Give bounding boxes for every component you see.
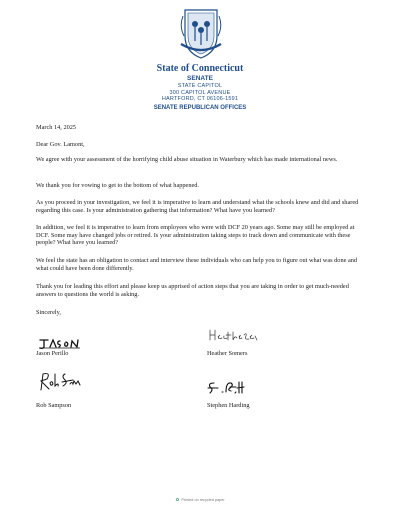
paragraph: [36, 156, 366, 164]
address-line-1: STATE CAPITOL: [177, 83, 223, 89]
signature-stephen-harding: [206, 378, 246, 396]
letterhead-chamber: SENATE: [187, 75, 213, 82]
signatory-name: Jason Perillo: [36, 350, 69, 357]
signatory-name: Heather Somers: [207, 350, 248, 357]
signature-jason-perillo: [38, 336, 82, 350]
state-seal-icon: [179, 6, 223, 62]
footer-note: [0, 497, 400, 503]
salutation: Dear Gov. Lamont,: [36, 141, 85, 148]
paragraph: [36, 283, 366, 298]
paragraph: [36, 224, 366, 247]
signature-heather-somers: [208, 328, 258, 342]
paragraph-text: We feel the state has an obligation to contact and interview these individuals who can help you to figure out what was done and what could have been done differently.: [36, 257, 358, 272]
letterhead-title: State of Connecticut: [156, 63, 244, 74]
letter-date: March 14, 2025: [36, 124, 77, 131]
paragraph-text: We agree with your assessment of the horrifying child abuse situation in Waterbury which has made international news.: [36, 156, 338, 163]
footer-text: Printed on recycled paper: [181, 498, 225, 502]
paragraph-text: As you proceed in your investigation, we feel it is imperative to learn and understand what the schools knew and did and shared regarding this case. Is your administration gathering that information? What have you learned?: [36, 199, 359, 214]
recycle-leaf-icon: ♻: [175, 497, 180, 502]
paragraph-text: Thank you for leading this effort and please keep us apprised of action steps that you are taking in order to get much-needed answers to questions the world is asking.: [36, 283, 349, 298]
paragraph: [36, 182, 366, 190]
closing: Sincerely,: [36, 309, 61, 316]
letterhead: [0, 63, 400, 112]
paragraph-text: In addition, we feel it is imperative to learn from employees who were with DCF 20 years ago. Some may still be employed at DCF. Some may have changed jobs or retired. Is your administration taking steps to track down and communicate with these people? What have you learned?: [36, 224, 355, 247]
paragraph-text: We thank you for vowing to get to the bottom of what happened.: [36, 182, 200, 189]
signatory-name: Stephen Harding: [207, 402, 250, 409]
address-line-2: 300 CAPITOL AVENUE: [169, 89, 231, 96]
signature-rob-sampson: [37, 370, 83, 392]
paragraph: [36, 199, 366, 214]
signatory-name: Rob Sampson: [36, 402, 72, 409]
letterhead-office: SENATE REPUBLICAN OFFICES: [153, 104, 247, 111]
paragraph: [36, 257, 366, 272]
address-line-3: HARTFORD, CT 06106-1591: [161, 96, 239, 102]
